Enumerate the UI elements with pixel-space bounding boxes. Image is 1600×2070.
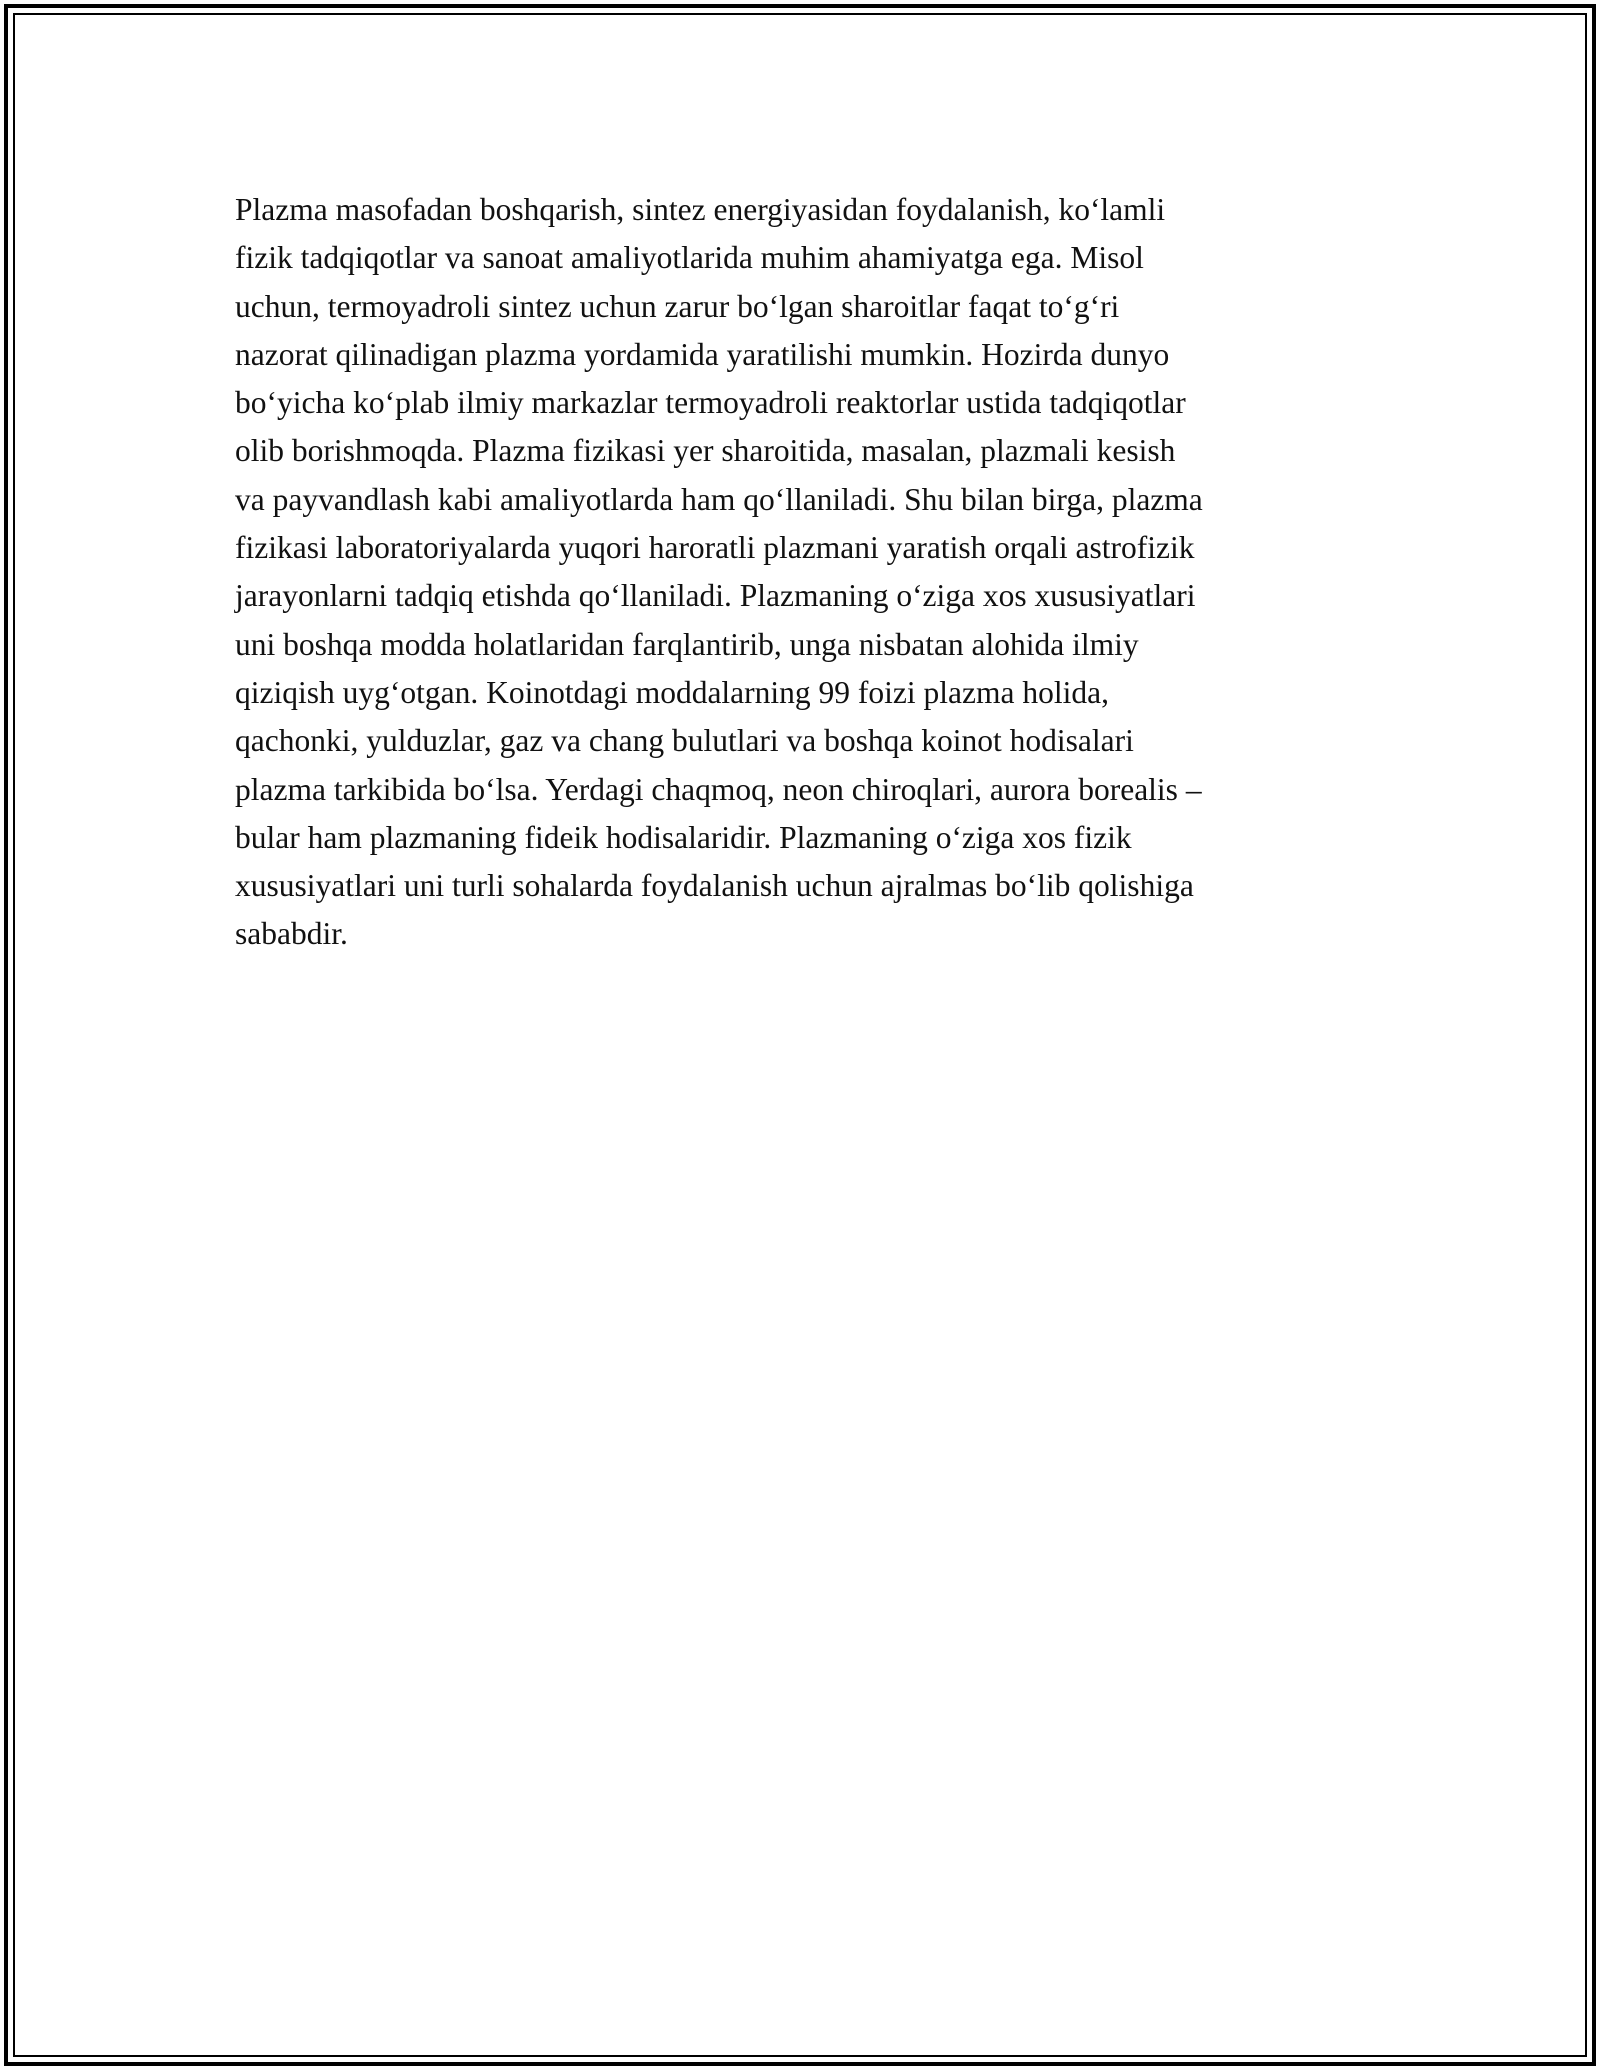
document-body xyxy=(235,186,1365,959)
text-line: sababdir. xyxy=(235,916,348,952)
text-line: qiziqish uyg‘otgan. Koinotdagi moddalarning 99 foizi plazma holida, xyxy=(235,674,1109,710)
text-line: xususiyatlari uni turli sohalarda foydalanish uchun ajralmas bo‘lib qolishiga xyxy=(235,868,1194,904)
text-line: fizik tadqiqotlar va sanoat amaliyotlarida muhim ahamiyatga ega. Misol xyxy=(235,240,1144,276)
text-line: uni boshqa modda holatlaridan farqlantirib, unga nisbatan alohida ilmiy xyxy=(235,626,1139,662)
body-paragraph xyxy=(235,186,1365,959)
text-line: jarayonlarni tadqiq etishda qo‘llaniladi. Plazmaning o‘ziga xos xususiyatlari xyxy=(235,578,1196,614)
text-line: olib borishmoqda. Plazma fizikasi yer sharoitida, masalan, plazmali kesish xyxy=(235,433,1176,469)
text-line: bo‘yicha ko‘plab ilmiy markazlar termoyadroli reaktorlar ustida tadqiqotlar xyxy=(235,385,1186,421)
text-line: bular ham plazmaning fideik hodisalaridir. Plazmaning o‘ziga xos fizik xyxy=(235,819,1132,855)
text-line: uchun, termoyadroli sintez uchun zarur bo‘lgan sharoitlar faqat to‘g‘ri xyxy=(235,288,1120,324)
text-line: fizikasi laboratoriyalarda yuqori haroratli plazmani yaratish orqali astrofizik xyxy=(235,530,1195,566)
text-line: qachonki, yulduzlar, gaz va chang bulutlari va boshqa koinot hodisalari xyxy=(235,723,1134,759)
text-line: nazorat qilinadigan plazma yordamida yaratilishi mumkin. Hozirda dunyo xyxy=(235,336,1170,372)
text-line: va payvandlash kabi amaliyotlarda ham qo‘llaniladi. Shu bilan birga, plazma xyxy=(235,481,1203,517)
text-line: plazma tarkibida bo‘lsa. Yerdagi chaqmoq, neon chiroqlari, aurora borealis – xyxy=(235,771,1202,807)
text-line: Plazma masofadan boshqarish, sintez energiyasidan foydalanish, ko‘lamli xyxy=(235,192,1166,227)
